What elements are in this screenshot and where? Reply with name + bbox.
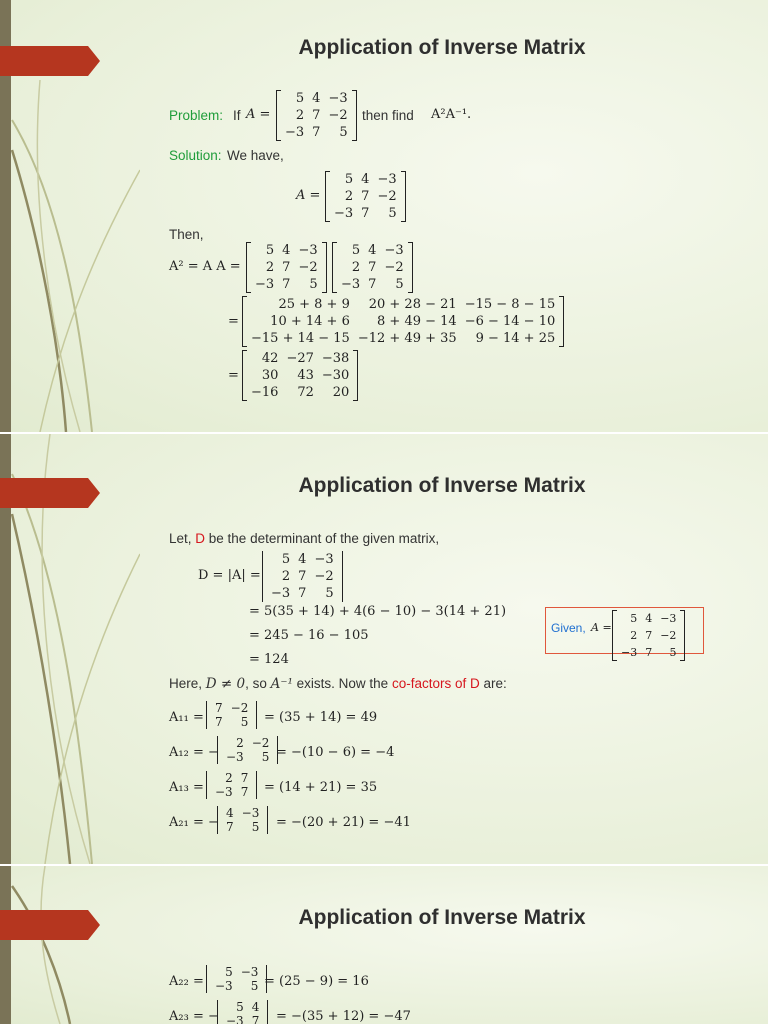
cofactor-det-cell: 7: [240, 771, 249, 785]
det-row: [267, 568, 338, 585]
here-line: [169, 676, 507, 692]
cofactor-lhs: A₁₂ = −: [169, 745, 219, 760]
eq-expanded: =: [228, 314, 239, 329]
cofactor-rhs: = (25 − 9) = 16: [264, 974, 369, 989]
matrix-row: [330, 171, 401, 188]
matrix-cell: −3: [384, 243, 404, 258]
matrix-row: [281, 124, 352, 141]
here-post: exists. Now the: [292, 676, 392, 691]
cofactor-det: [217, 736, 278, 764]
matrix-cell: 7: [361, 189, 370, 204]
cofactor-det-cell: −2: [230, 701, 249, 715]
det-cell: 5: [325, 586, 334, 601]
solution-label: Solution:: [169, 148, 222, 163]
slide-title: Application of Inverse Matrix: [298, 474, 586, 497]
det-row: [267, 585, 338, 602]
cofactor-det: [217, 806, 268, 834]
let-pre: Let,: [169, 531, 196, 546]
matrix-cell: −3: [298, 243, 318, 258]
given-cell: −2: [660, 629, 677, 642]
cofactor-rhs: = −(35 + 12) = −47: [276, 1009, 411, 1024]
matrix-row: [337, 259, 408, 276]
then-text: Then,: [169, 227, 204, 242]
det-cell: 5: [281, 552, 291, 567]
det-row: [267, 551, 338, 568]
matrix-cell: −3: [328, 91, 348, 106]
given-row: [617, 610, 680, 627]
det-step-2: = 245 − 16 − 105: [249, 628, 369, 643]
given-cell: 2: [630, 629, 638, 642]
result-cell: −16: [251, 385, 279, 400]
cofactor-det-cell: 5: [225, 965, 233, 979]
cofactor-det-row: [211, 979, 262, 993]
let-post: be the determinant of the given matrix,: [205, 531, 440, 546]
cofactors-post: are:: [479, 676, 507, 691]
cofactor-det-row: [222, 750, 273, 764]
matrix-row: [251, 242, 322, 259]
cofactor-det-cell: 4: [226, 806, 234, 820]
result-row: [247, 367, 353, 384]
det-matrix: [262, 551, 343, 602]
here-mid: , so: [245, 676, 271, 691]
expanded-cell: −6 − 14 − 10: [464, 314, 556, 329]
slide-title: Application of Inverse Matrix: [298, 906, 586, 929]
cofactor-det-cell: 7: [226, 820, 234, 834]
matrix-cell: 5: [388, 206, 397, 221]
cofactor-rhs: = −(20 + 21) = −41: [276, 815, 411, 830]
cofactor-det-row: [222, 1000, 263, 1014]
cofactor-det-cell: −3: [215, 785, 233, 799]
result-cell: 43: [297, 368, 314, 383]
matrix-cell: 5: [295, 91, 305, 106]
slide-3: [0, 866, 768, 1024]
cofactor-det-row: [211, 701, 252, 715]
matrix-cell: −3: [341, 277, 361, 292]
matrix-row: [251, 259, 322, 276]
given-cell: 4: [645, 612, 653, 625]
cofactor-det-row: [211, 715, 252, 729]
given-cell: 7: [645, 646, 653, 659]
expanded-cell: −15 + 14 − 15: [251, 331, 350, 346]
cofactor-det-cell: 5: [236, 1000, 244, 1014]
result-cell: −38: [321, 351, 350, 366]
matrix-cell: 4: [312, 91, 321, 106]
matrix-cell: 5: [339, 125, 348, 140]
cofactor-det: [206, 771, 257, 799]
let-d: D: [195, 531, 206, 546]
result-row: [247, 350, 353, 367]
cofactors-label: co-factors of D: [391, 676, 480, 691]
matrix-cell: 4: [361, 172, 370, 187]
matrix-cell: −3: [285, 125, 305, 140]
expanded-cell: 25 + 8 + 9: [278, 297, 350, 312]
cofactor-rhs: = (35 + 14) = 49: [264, 710, 378, 725]
det-cell: 2: [281, 569, 291, 584]
cofactor-det-cell: 5: [250, 979, 259, 993]
cofactor-lhs: A₁₃ =: [169, 780, 204, 795]
cofactor-det-cell: −3: [241, 806, 260, 820]
cofactor-det-row: [222, 1014, 263, 1024]
a-matrix-right: [332, 242, 413, 293]
cofactor-lhs: A₂₂ =: [169, 974, 204, 989]
cofactor-lhs: A₁₁ =: [169, 710, 204, 725]
given-cell: 7: [645, 629, 653, 642]
det-cell: −3: [314, 552, 334, 567]
result-cell: −27: [286, 351, 314, 366]
matrix-row: [337, 276, 408, 293]
given-cell: 5: [669, 646, 677, 659]
given-cell: 5: [630, 612, 638, 625]
det-cell: 7: [298, 569, 307, 584]
problem-then: then find: [362, 108, 414, 123]
matrix-cell: 7: [312, 108, 321, 123]
result-cell: 42: [261, 351, 279, 366]
slide-1: [0, 0, 768, 432]
matrix-cell: 2: [344, 189, 354, 204]
expanded-cell: −15 − 8 − 15: [464, 297, 556, 312]
matrix-cell: −2: [377, 189, 397, 204]
matrix-cell: 5: [395, 277, 404, 292]
here-pre: Here,: [169, 676, 206, 691]
expanded-cell: 8 + 49 − 14: [377, 314, 457, 329]
cofactor-det-cell: −3: [226, 750, 244, 764]
matrix-cell: 7: [361, 206, 370, 221]
det-cell: −2: [314, 569, 334, 584]
cofactor-det-cell: 5: [261, 750, 270, 764]
matrix-cell: 7: [368, 260, 377, 275]
matrix-row: [281, 107, 352, 124]
cofactor-det-cell: −3: [240, 965, 259, 979]
problem-matrix: [276, 90, 357, 141]
result-cell: −30: [321, 368, 350, 383]
matrix-cell: 5: [344, 172, 354, 187]
expanded-cell: 20 + 28 − 21: [368, 297, 457, 312]
matrix-cell: 7: [368, 277, 377, 292]
cofactor-rhs: = −(10 − 6) = −4: [276, 745, 395, 760]
given-matrix: [612, 610, 685, 661]
a-matrix-left: [246, 242, 327, 293]
let-line: [169, 531, 439, 546]
d-eq: D = |A| =: [198, 568, 261, 583]
expanded-cell: 10 + 14 + 6: [270, 314, 350, 329]
a2-eq: A² = A A =: [169, 259, 241, 274]
cofactor-det-cell: 7: [251, 1014, 260, 1024]
matrix-cell: 2: [351, 260, 361, 275]
cofactor-det-row: [222, 806, 263, 820]
matrix-cell: −2: [384, 260, 404, 275]
cofactor-det-row: [222, 736, 273, 750]
problem-a-eq: A =: [246, 107, 271, 122]
cofactor-lhs: A₂₃ = −: [169, 1009, 219, 1024]
cofactor-det-cell: −3: [226, 1014, 244, 1024]
problem-label: Problem:: [169, 108, 224, 123]
cofactor-det-row: [211, 965, 262, 979]
expanded-row: [247, 313, 559, 330]
slide-title: Application of Inverse Matrix: [298, 36, 586, 59]
cofactor-det: [206, 965, 267, 993]
cofactor-det-row: [222, 820, 263, 834]
matrix-cell: 5: [351, 243, 361, 258]
matrix-row: [330, 205, 401, 222]
result-matrix: [242, 350, 358, 401]
cofactor-det: [206, 701, 257, 729]
cofactor-det-row: [211, 785, 252, 799]
cofactor-det: [217, 1000, 268, 1024]
result-row: [247, 384, 353, 401]
cofactor-det-cell: 7: [215, 715, 223, 729]
matrix-cell: 7: [312, 125, 321, 140]
matrix-cell: −2: [298, 260, 318, 275]
given-cell: −3: [660, 612, 677, 625]
given-cell: −3: [621, 646, 638, 659]
cofactor-lhs: A₂₁ = −: [169, 815, 219, 830]
cofactor-det-cell: 5: [240, 715, 249, 729]
given-row: [617, 644, 680, 661]
matrix-cell: 5: [309, 277, 318, 292]
result-cell: 20: [332, 385, 350, 400]
matrix-cell: 2: [265, 260, 275, 275]
here-math: D ≠ 0: [205, 676, 246, 692]
a-eq: A =: [296, 188, 321, 203]
eq-result: =: [228, 368, 239, 383]
given-row: [617, 627, 680, 644]
cofactor-det-cell: −3: [215, 979, 233, 993]
slide-2: [0, 434, 768, 864]
cofactor-det-cell: 5: [251, 820, 260, 834]
cofactor-det-cell: 2: [236, 736, 244, 750]
cofactor-det-cell: 7: [240, 785, 249, 799]
matrix-cell: −2: [328, 108, 348, 123]
given-label: Given,: [551, 621, 586, 635]
matrix-cell: 4: [368, 243, 377, 258]
expanded-cell: −12 + 49 + 35: [357, 331, 457, 346]
cofactor-det-row: [211, 771, 252, 785]
cofactor-det-cell: 7: [215, 701, 223, 715]
matrix-cell: −3: [255, 277, 275, 292]
given-eq: A =: [591, 621, 612, 634]
problem-find: A²A⁻¹.: [431, 107, 472, 122]
result-cell: 30: [261, 368, 279, 383]
matrix-cell: 2: [295, 108, 305, 123]
cofactor-det-cell: −2: [251, 736, 270, 750]
matrix-cell: 4: [282, 243, 291, 258]
expanded-row: [247, 330, 559, 347]
solution-text: We have,: [227, 148, 284, 163]
matrix-cell: 5: [265, 243, 275, 258]
matrix-cell: 7: [282, 260, 291, 275]
expanded-matrix: [242, 296, 564, 347]
matrix-cell: 7: [282, 277, 291, 292]
matrix-row: [330, 188, 401, 205]
matrix-row: [251, 276, 322, 293]
matrix-cell: −3: [334, 206, 354, 221]
cofactor-det-cell: 4: [251, 1000, 260, 1014]
expanded-row: [247, 296, 559, 313]
matrix-cell: −3: [377, 172, 397, 187]
result-cell: 72: [297, 385, 314, 400]
expanded-cell: 9 − 14 + 25: [475, 331, 556, 346]
matrix-row: [281, 90, 352, 107]
det-cell: −3: [271, 586, 291, 601]
det-step-1: = 5(35 + 14) + 4(6 − 10) − 3(14 + 21): [249, 604, 507, 619]
det-step-3: = 124: [249, 652, 289, 667]
grass-decoration: [0, 866, 140, 1024]
det-cell: 7: [298, 586, 307, 601]
a-matrix: [325, 171, 406, 222]
det-cell: 4: [298, 552, 307, 567]
here-inv: A⁻¹: [270, 676, 293, 692]
matrix-row: [337, 242, 408, 259]
cofactor-rhs: = (14 + 21) = 35: [264, 780, 378, 795]
cofactor-det-cell: 2: [225, 771, 233, 785]
problem-if: If: [233, 108, 241, 123]
